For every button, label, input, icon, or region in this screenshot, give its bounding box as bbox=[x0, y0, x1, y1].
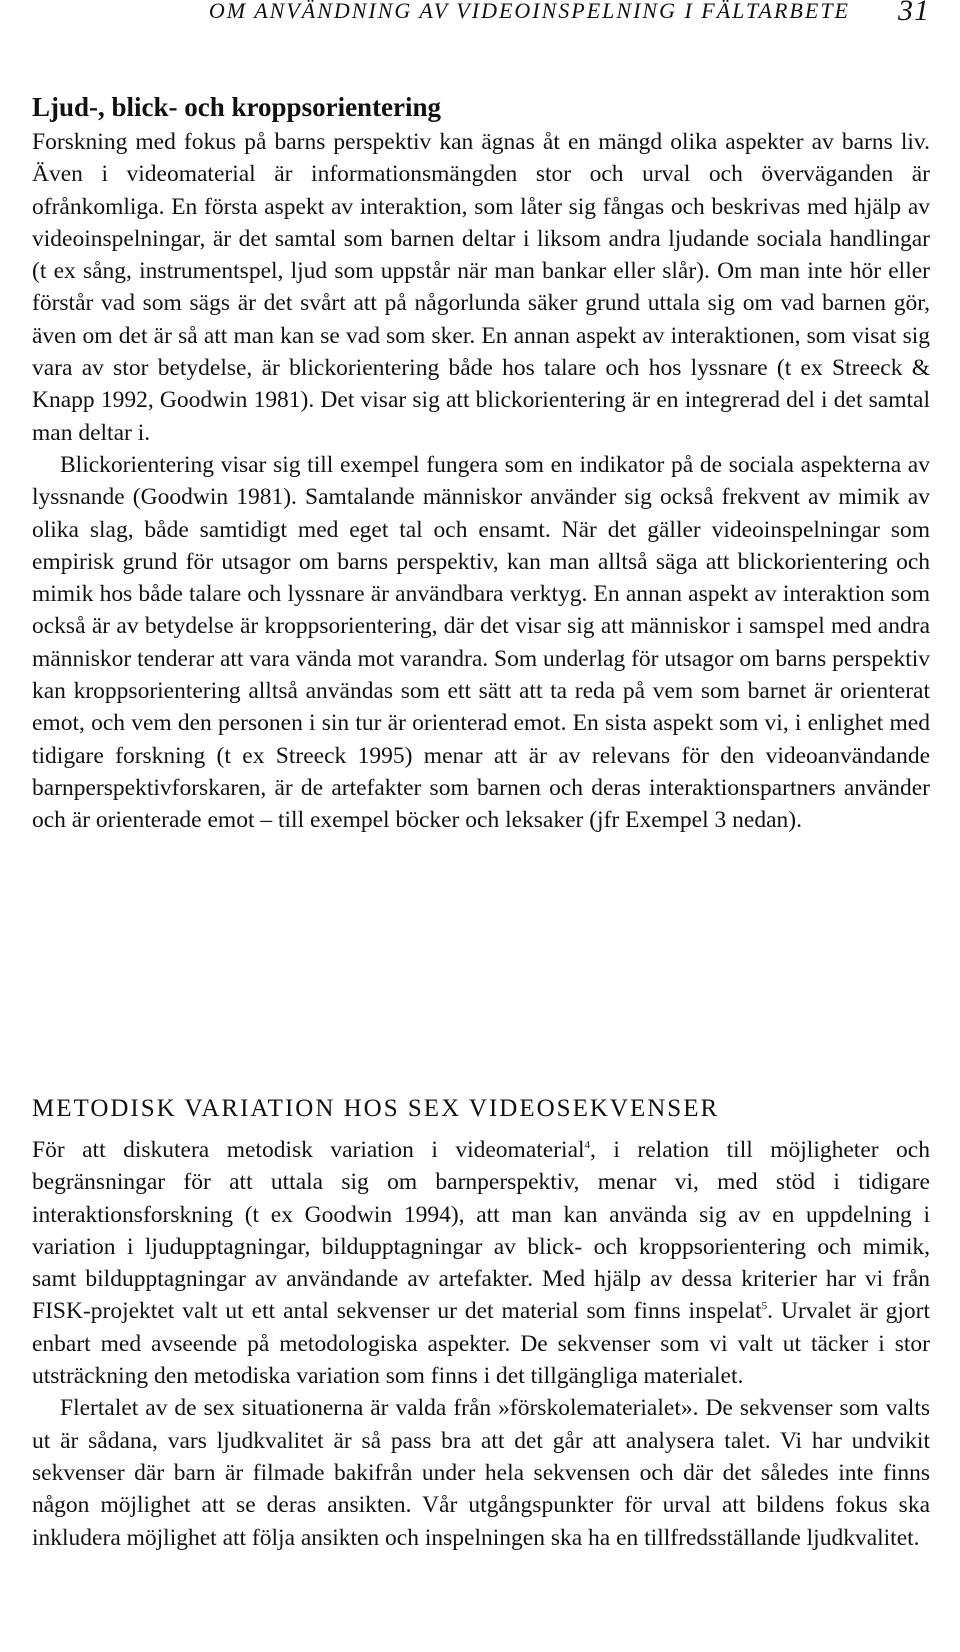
section-body bbox=[32, 1134, 930, 1554]
running-head-title: OM ANVÄNDNING AV VIDEOINSPELNING I FÄLTARBETE bbox=[208, 0, 850, 23]
running-head bbox=[0, 0, 930, 28]
footnote-marker: 4 bbox=[584, 1139, 591, 1152]
page-number: 31 bbox=[898, 0, 930, 27]
section-body bbox=[32, 126, 930, 837]
section-heading-caps: METODISK VARIATION HOS SEX VIDEOSEKVENSER bbox=[32, 1095, 720, 1122]
paragraph bbox=[32, 1134, 930, 1392]
paragraph: Forskning med fokus på barns perspektiv kan ägnas åt en mängd olika aspekter av barns liv. Även i videomaterial är informationsmängden stor och urval och överväganden är ofrånkomliga. En första aspekt av interaktion, som låter sig fångas och beskrivas med hjälp av videoinspelningar, är det samtal som barnen deltar i liksom andra ljudande sociala handlingar (t ex sång, instrumentspel, ljud som uppstår när man bankar eller slår). Om man inte hör eller förstår vad som sägs är det svårt att på någorlunda säker grund uttala sig om vad barnen gör, även om det är så att man kan se vad som sker. En annan aspekt av interaktionen, som visat sig vara av stor betydelse, är blickorientering både hos talare och hos lyssnare (t ex Streeck & Knapp 1992, Goodwin 1981). Det visar sig att blickorientering är en integrerad del i det samtal man deltar i. bbox=[32, 129, 930, 446]
paragraph-text: , i relation till möjligheter och begränsningar för att uttala sig om barnperspektiv, menar vi, med stöd i tidigare interaktionsforskning (t ex Goodwin 1994), att man kan använda sig av en uppdelning i variation i ljudupptagningar, bildupptagningar av blick- och kroppsorientering och mimik, samt bildupptagningar av användande av artefakter. Med hjälp av dessa kriterier har vi från FISK-projektet valt ut ett antal sekvenser ur det material som finns inspelat bbox=[32, 1137, 930, 1325]
section-heading: Ljud-, blick- och kroppsorientering bbox=[32, 92, 442, 122]
paragraph: Blickorientering visar sig till exempel fungera som en indikator på de sociala aspekterna av lyssnande (Goodwin 1981). Samtalande människor använder sig också frekvent av mimik av olika slag, både samtidigt med eget tal och ensamt. När det gäller videoinspelningar som empirisk grund för utsagor om barns perspektiv, kan man alltså säga att blickorientering och mimik hos både talare och lyssnare är användbara verktyg. En annan aspekt av interaktion som också är av betydelse är kroppsorientering, där det visar sig att människor i samspel med andra människor tenderar att vara vända mot varandra. Som underlag för utsagor om barns perspektiv kan kroppsorientering alltså användas som ett sätt att ta reda på vem som barnet är orienterat emot, och vem den personen i sin tur är orienterad emot. En sista aspekt som vi, i enlighet med tidigare forskning (t ex Streeck 1995) menar att är av relevans för den videoanvändande barnperspektivforskaren, är de artefakter som barnen och deras interaktionspartners använder och är orienterade emot – till exempel böcker och leksaker (jfr Exempel 3 nedan). bbox=[32, 451, 930, 834]
paragraph-text: . Urvalet är gjort enbart med avseende på metodologiska aspekter. De sekvenser som vi valt ut täcker i stor utsträckning den metodiska variation som finns i det tillgängliga materialet. bbox=[32, 1298, 930, 1390]
paragraph-text: För att diskutera metodisk variation i videomaterial bbox=[32, 1137, 585, 1163]
paragraph: Flertalet av de sex situationerna är valda från »förskolematerialet». De sekvenser som valts ut är sådana, vars ljudkvalitet är så pass bra att det går att analysera talet. Vi har undvikit sekvenser där barn är filmade bakifrån under hela sekvensen och där det således inte finns någon möjlighet att se deras ansikten. Vår utgångspunkter för urval att bildens fokus ska inkludera möjlighet att följa ansikten och inspelningen ska ha en tillfredsställande ljudkvalitet. bbox=[32, 1395, 930, 1551]
footnote-marker: 5 bbox=[761, 1300, 768, 1313]
